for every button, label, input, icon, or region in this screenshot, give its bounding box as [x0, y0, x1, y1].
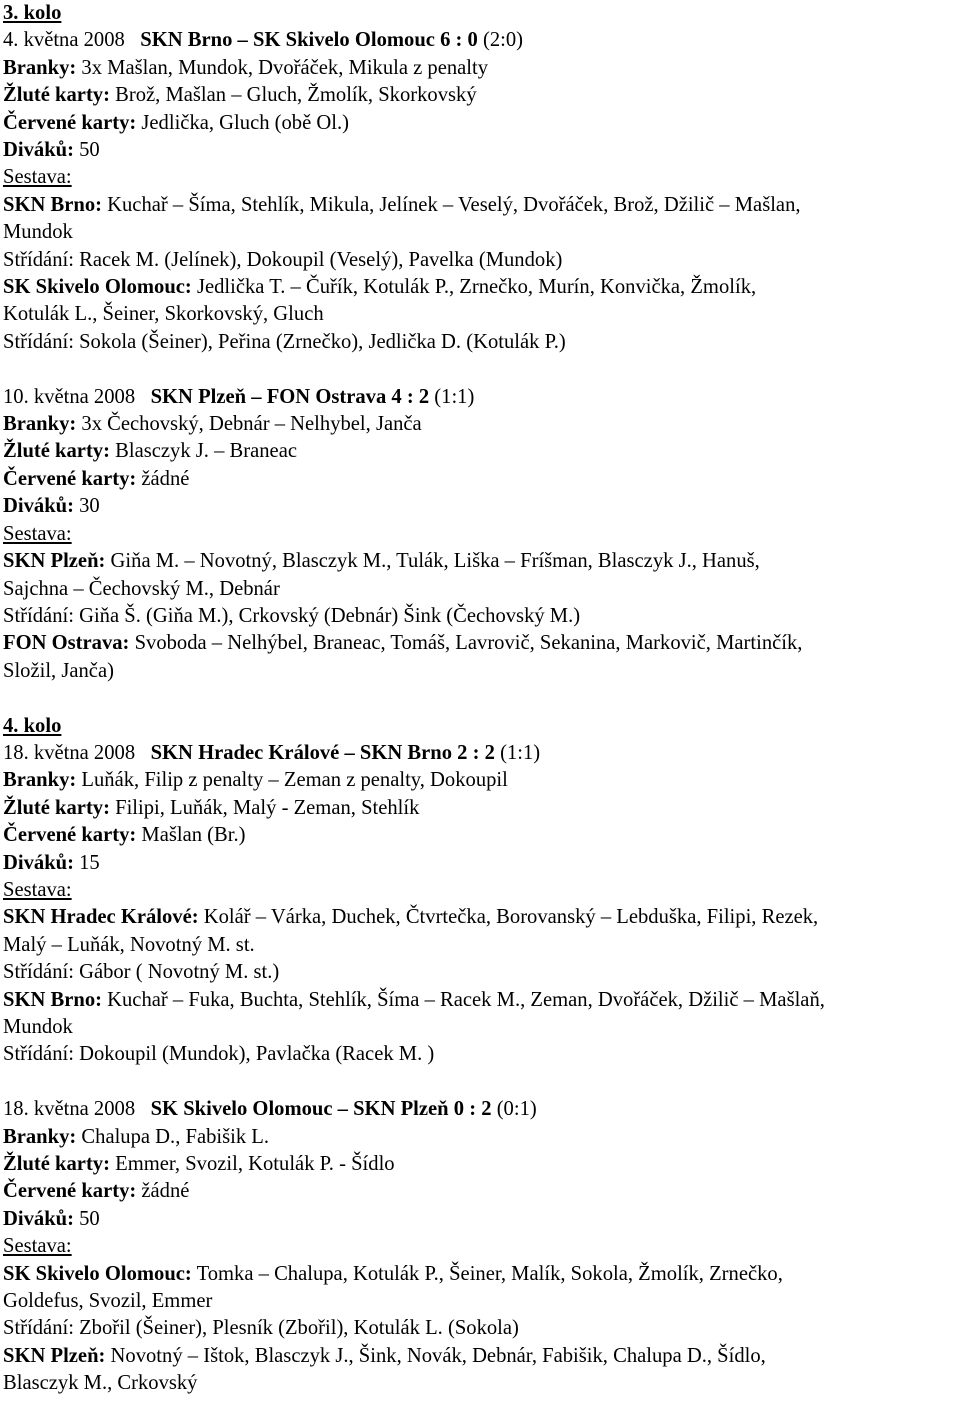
match-teams-score: SKN Plzeň – FON Ostrava 4 : 2 — [150, 385, 430, 408]
spectators-value: 50 — [79, 139, 100, 162]
team-b-players: Kuchař – Fuka, Buchta, Stehlík, Šíma – Racek M., Zeman, Dvořáček, Džilič – Mašlaň, — [107, 988, 825, 1011]
lineup-label: Sestava: — [3, 522, 72, 545]
match-halftime: (0:1) — [496, 1098, 537, 1121]
yellow-cards-label: Žluté karty: — [3, 1153, 110, 1176]
team-b-players: Svoboda – Nelhýbel, Braneac, Tomáš, Lavrovič, Sekanina, Markovič, Martinčík, — [134, 632, 803, 655]
goals-label: Branky: — [3, 1125, 77, 1148]
team-a-label: SK Skivelo Olomouc: — [3, 1262, 192, 1285]
goals-line — [3, 767, 960, 794]
yellow-cards-value: Brož, Mašlan – Gluch, Žmolík, Skorkovský — [115, 84, 477, 107]
lineup-label: Sestava: — [3, 1235, 72, 1258]
match-header — [3, 27, 960, 54]
round-4-heading: 4. kolo — [3, 714, 62, 737]
goals-value: 3x Čechovský, Debnár – Nelhybel, Janča — [81, 413, 422, 436]
team-a-players: Giňa M. – Novotný, Blasczyk M., Tulák, Liška – Fríšman, Blasczyk J., Hanuš, — [110, 550, 760, 573]
yellow-cards-line — [3, 795, 960, 822]
match-date: 10. května 2008 — [3, 385, 136, 408]
goals-line — [3, 55, 960, 82]
team-a-substitutions: Střídání: Giňa Š. (Giňa M.), Crkovský (Debnár) Šink (Čechovský M.) — [3, 604, 581, 627]
team-a-label: SKN Brno: — [3, 193, 102, 216]
team-b-lineup — [3, 274, 960, 301]
goals-label: Branky: — [3, 769, 77, 792]
match-halftime: (1:1) — [500, 741, 541, 764]
team-b-substitutions: Střídání: Sokola (Šeiner), Peřina (Zrnečko), Jedlička D. (Kotulák P.) — [3, 330, 566, 353]
spectators-line — [3, 850, 960, 877]
yellow-cards-label: Žluté karty: — [3, 440, 110, 463]
team-b-lineup-cont: Mundok — [3, 1016, 73, 1038]
goals-line — [3, 1124, 960, 1151]
team-b-lineup-cont: Kotulák L., Šeiner, Skorkovský, Gluch — [3, 303, 324, 326]
team-a-label: SKN Plzeň: — [3, 550, 106, 573]
yellow-cards-label: Žluté karty: — [3, 796, 110, 819]
match-header — [3, 740, 960, 767]
lineup-label: Sestava: — [3, 166, 72, 189]
spectators-label: Diváků: — [3, 139, 74, 162]
team-a-players: Kuchař – Šíma, Stehlík, Mikula, Jelínek – Veselý, Dvořáček, Brož, Džilič – Mašlan, — [107, 193, 801, 216]
spectators-label: Diváků: — [3, 495, 74, 518]
team-a-lineup-cont: Mundok — [3, 221, 73, 244]
spectators-line — [3, 1206, 960, 1233]
red-cards-label: Červené karty: — [3, 824, 137, 847]
team-b-label: SKN Brno: — [3, 988, 102, 1011]
team-a-lineup — [3, 548, 960, 575]
match-halftime: (1:1) — [434, 385, 475, 408]
red-cards-label: Červené karty: — [3, 111, 137, 134]
team-b-label: SKN Plzeň: — [3, 1344, 106, 1367]
goals-label: Branky: — [3, 413, 77, 436]
team-a-lineup-cont: Goldefus, Svozil, Emmer — [3, 1290, 213, 1313]
match-date: 18. května 2008 — [3, 741, 136, 764]
team-a-lineup — [3, 904, 960, 931]
team-a-players: Kolář – Várka, Duchek, Čtvrtečka, Borovanský – Lebduška, Filipi, Rezek, — [203, 906, 819, 929]
red-cards-line — [3, 110, 960, 137]
match-header — [3, 1096, 960, 1123]
yellow-cards-value: Emmer, Svozil, Kotulák P. - Šídlo — [115, 1153, 395, 1176]
team-b-label: FON Ostrava: — [3, 632, 130, 655]
spectators-label: Diváků: — [3, 1207, 74, 1230]
match-date: 18. května 2008 — [3, 1098, 136, 1121]
spectators-value: 50 — [79, 1207, 100, 1230]
red-cards-label: Červené karty: — [3, 467, 137, 490]
team-a-label: SKN Hradec Králové: — [3, 906, 199, 929]
team-b-players: Jedlička T. – Čuřík, Kotulák P., Zrnečko, Murín, Konvička, Žmolík, — [196, 276, 757, 299]
yellow-cards-line — [3, 438, 960, 465]
yellow-cards-value: Filipi, Luňák, Malý - Zeman, Stehlík — [115, 796, 420, 819]
goals-value: Chalupa D., Fabišik L. — [81, 1125, 270, 1148]
team-a-lineup-cont: Sajchna – Čechovský M., Debnár — [3, 577, 280, 600]
team-a-players: Tomka – Chalupa, Kotulák P., Šeiner, Malík, Sokola, Žmolík, Zrnečko, — [196, 1262, 783, 1285]
yellow-cards-line — [3, 1151, 960, 1178]
spectators-value: 30 — [79, 495, 100, 518]
yellow-cards-value: Blasczyk J. – Braneac — [115, 440, 297, 463]
goals-line — [3, 411, 960, 438]
team-b-lineup — [3, 1343, 960, 1370]
red-cards-label: Červené karty: — [3, 1180, 137, 1203]
lineup-label: Sestava: — [3, 878, 72, 901]
team-b-players: Novotný – Ištok, Blasczyk J., Šink, Novák, Debnár, Fabišik, Chalupa D., Šídlo, — [110, 1344, 766, 1367]
red-cards-value: Mašlan (Br.) — [141, 824, 246, 847]
team-b-lineup — [3, 630, 960, 657]
red-cards-line — [3, 822, 960, 849]
spectators-value: 15 — [79, 851, 100, 874]
team-b-lineup — [3, 987, 960, 1014]
team-a-lineup-cont: Malý – Luňák, Novotný M. st. — [3, 933, 255, 956]
team-a-substitutions: Střídání: Racek M. (Jelínek), Dokoupil (Veselý), Pavelka (Mundok) — [3, 248, 563, 271]
match-halftime: (2:0) — [482, 29, 524, 52]
red-cards-value: žádné — [141, 467, 190, 490]
match-date: 4. května 2008 — [3, 29, 125, 52]
match-teams-score: SK Skivelo Olomouc – SKN Plzeň 0 : 2 — [150, 1098, 492, 1121]
red-cards-line — [3, 1178, 960, 1205]
match-header — [3, 384, 960, 411]
round-3-heading: 3. kolo — [3, 2, 62, 24]
yellow-cards-label: Žluté karty: — [3, 84, 110, 107]
team-b-lineup-cont: Složil, Janča) — [3, 659, 114, 682]
team-a-substitutions: Střídání: Gábor ( Novotný M. st.) — [3, 961, 280, 984]
team-b-substitutions: Střídání: Dokoupil (Mundok), Pavlačka (Racek M. ) — [3, 1043, 435, 1066]
yellow-cards-line — [3, 82, 960, 109]
spectators-line — [3, 137, 960, 164]
team-a-lineup — [3, 1261, 960, 1288]
team-a-lineup — [3, 192, 960, 219]
goals-value: 3x Mašlan, Mundok, Dvořáček, Mikula z penalty — [81, 56, 489, 79]
red-cards-value: žádné — [141, 1180, 190, 1203]
goals-label: Branky: — [3, 56, 77, 79]
goals-value: Luňák, Filip z penalty – Zeman z penalty, Dokoupil — [81, 769, 508, 792]
team-a-substitutions: Střídání: Zbořil (Šeiner), Plesník (Zbořil), Kotulák L. (Sokola) — [3, 1317, 519, 1340]
team-b-label: SK Skivelo Olomouc: — [3, 276, 192, 299]
red-cards-value: Jedlička, Gluch (obě Ol.) — [141, 111, 349, 134]
spectators-label: Diváků: — [3, 851, 74, 874]
match-teams-score: SKN Hradec Králové – SKN Brno 2 : 2 — [150, 741, 495, 764]
red-cards-line — [3, 466, 960, 493]
match-teams-score: SKN Brno – SK Skivelo Olomouc 6 : 0 — [140, 29, 478, 52]
team-b-lineup-cont: Blasczyk M., Crkovský — [3, 1372, 198, 1395]
spectators-line — [3, 493, 960, 520]
